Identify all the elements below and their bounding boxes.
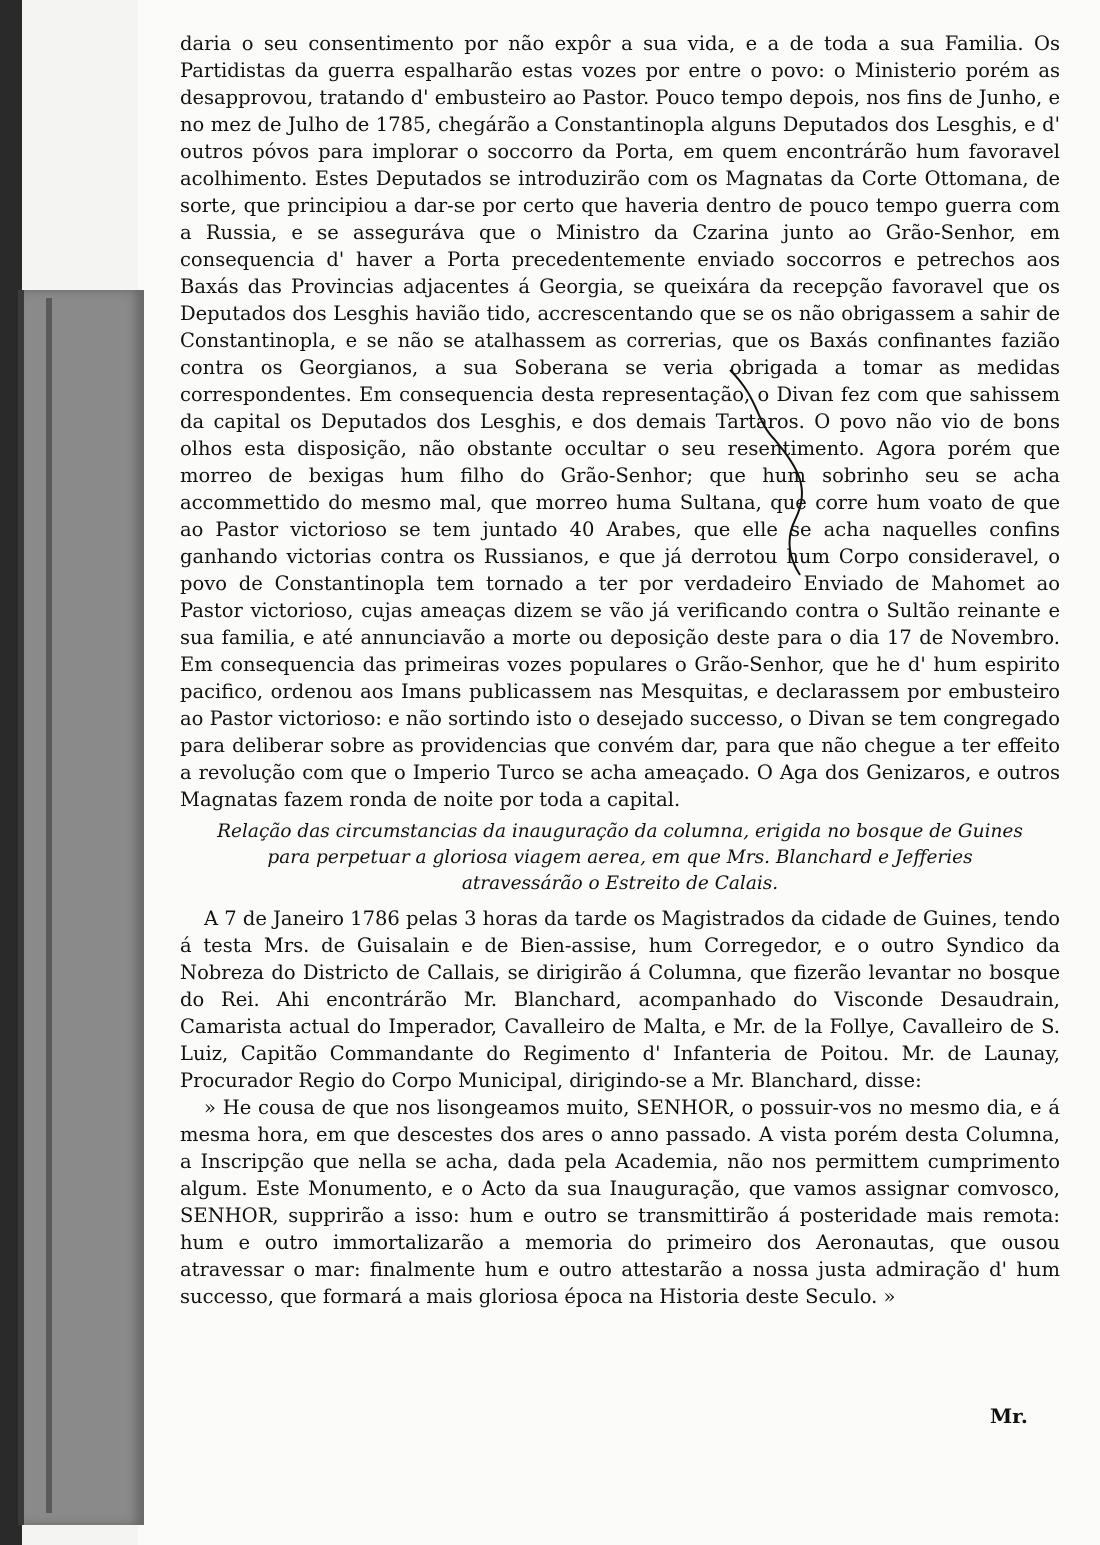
binding-strip — [18, 290, 144, 1525]
caption-line-3: atravessárão o Estreito de Calais. — [461, 873, 779, 894]
section-caption — [180, 819, 1060, 897]
caption-line-2: para perpetuar a gloriosa viagem aerea, em que Mrs. Blanchard e Jefferies — [267, 847, 973, 868]
paragraph-inauguration: A 7 de Janeiro 1786 pelas 3 horas da tarde os Magistrados da cidade de Guines, tendo á testa Mrs. de Guisalain e de Bien-assise, hum Corregedor, e o outro Syndico da Nobreza do Districto de Callais, se dirigirão á Columna, que fizerão levantar no bosque do Rei. Ahi encontrárão Mr. Blanchard, acompanhado do Visconde Desaudrain, Camarista actual do Imperador, Cavalleiro de Malta, e Mr. de la Follye, Cavalleiro de S. Luiz, Capitão Commandante do Regimento d' Infanteria de Poitou. Mr. de Launay, Procurador Regio do Corpo Municipal, dirigindo-se a Mr. Blanchard, disse: — [180, 907, 1060, 1092]
article-body — [180, 30, 1060, 1310]
catchword: Mr. — [990, 1404, 1028, 1428]
caption-line-1: Relação das circumstancias da inauguração da columna, erigida no bosque de Guines — [217, 821, 1023, 842]
paragraph-news: daria o seu consentimento por não expôr a sua vida, e a de toda a sua Familia. Os Partidistas da guerra espalharão estas vozes por entre o povo: o Ministerio porém as desapprovou, tratando d' embusteiro ao Pastor. Pouco tempo depois, nos fins de Junho, e no mez de Julho de 1785, chegárão a Constantinopla alguns Deputados dos Lesghis, e d' outros póvos para implorar o soccorro da Porta, em quem encontrárão hum favoravel acolhimento. Estes Deputados se introduzirão com os Magnatas da Corte Ottomana, de sorte, que principiou a dar-se por certo que haveria dentro de pouco tempo guerra com a Russia, e se asseguráva que o Ministro da Czarina junto ao Grão-Senhor, em consequencia d' haver a Porta precedentemente enviado soccorros e petrechos aos Baxás das Provincias adjacentes á Georgia, se queixára da recepção favoravel que os Deputados dos Lesghis havião tido, accrescentando que se os não obrigassem a sahir de Constantinopla, e se não se atalhassem as correrias, que os Baxás confinantes fazião contra os Georgianos, a sua Soberana se veria obrigada a tomar as medidas correspondentes. Em consequencia desta representação, o Divan fez com que sahissem da capital os Deputados dos Lesghis, e dos demais Tartaros. O povo não vio de bons olhos esta disposição, não obstante occultar o seu resentimento. Agora porém que morreo de bexigas hum filho do Grão-Senhor; que hum sobrinho seu se acha accommettido do mesmo mal, que morreo huma Sultana, que corre hum voato de que ao Pastor victorioso se tem juntado 40 Arabes, que elle se acha naquelles confins ganhando victorias contra os Russianos, e que já derrotou hum Corpo consideravel, o povo de Constantinopla tem tornado a ter por verdadeiro Enviado de Mahomet ao Pastor victorioso, cujas ameaças dizem se vão já verificando contra o Sultão reinante e sua familia, e até annunciavão a morte ou deposição deste para o dia 17 de Novembro. Em consequencia das primeiras vozes populares o Grão-Senhor, que he d' hum espirito pacifico, ordenou aos Imans publicassem nas Mesquitas, e declarassem por embusteiro ao Pastor victorioso: e não sortindo isto o desejado successo, o Divan se tem congregado para deliberar sobre as providencias que convém dar, para que não chegue a ter effeito a revolução com que o Imperio Turco se acha ameaçado. O Aga dos Genizaros, e outros Magnatas fazem ronda de noite por toda a capital. — [180, 32, 1060, 811]
paragraph-speech: » He cousa de que nos lisongeamos muito, SENHOR, o possuir-vos no mesmo dia, e á mesma hora, em que descestes dos ares o anno passado. A vista porém desta Columna, a Inscripção que nella se acha, dada pela Academia, não nos permittem cumprimento algum. Este Monumento, e o Acto da sua Inauguração, que vamos assignar comvosco, SENHOR, supprirão a isso: hum e outro se transmittirão á posteridade mais remota: hum e outro immortalizarão a memoria do primeiro dos Aeronautas, que ousou atravessar o mar: finalmente hum e outro attestarão a nossa justa admiração d' hum successo, que formará a mais gloriosa época na Historia deste Seculo. » — [180, 1096, 1060, 1308]
